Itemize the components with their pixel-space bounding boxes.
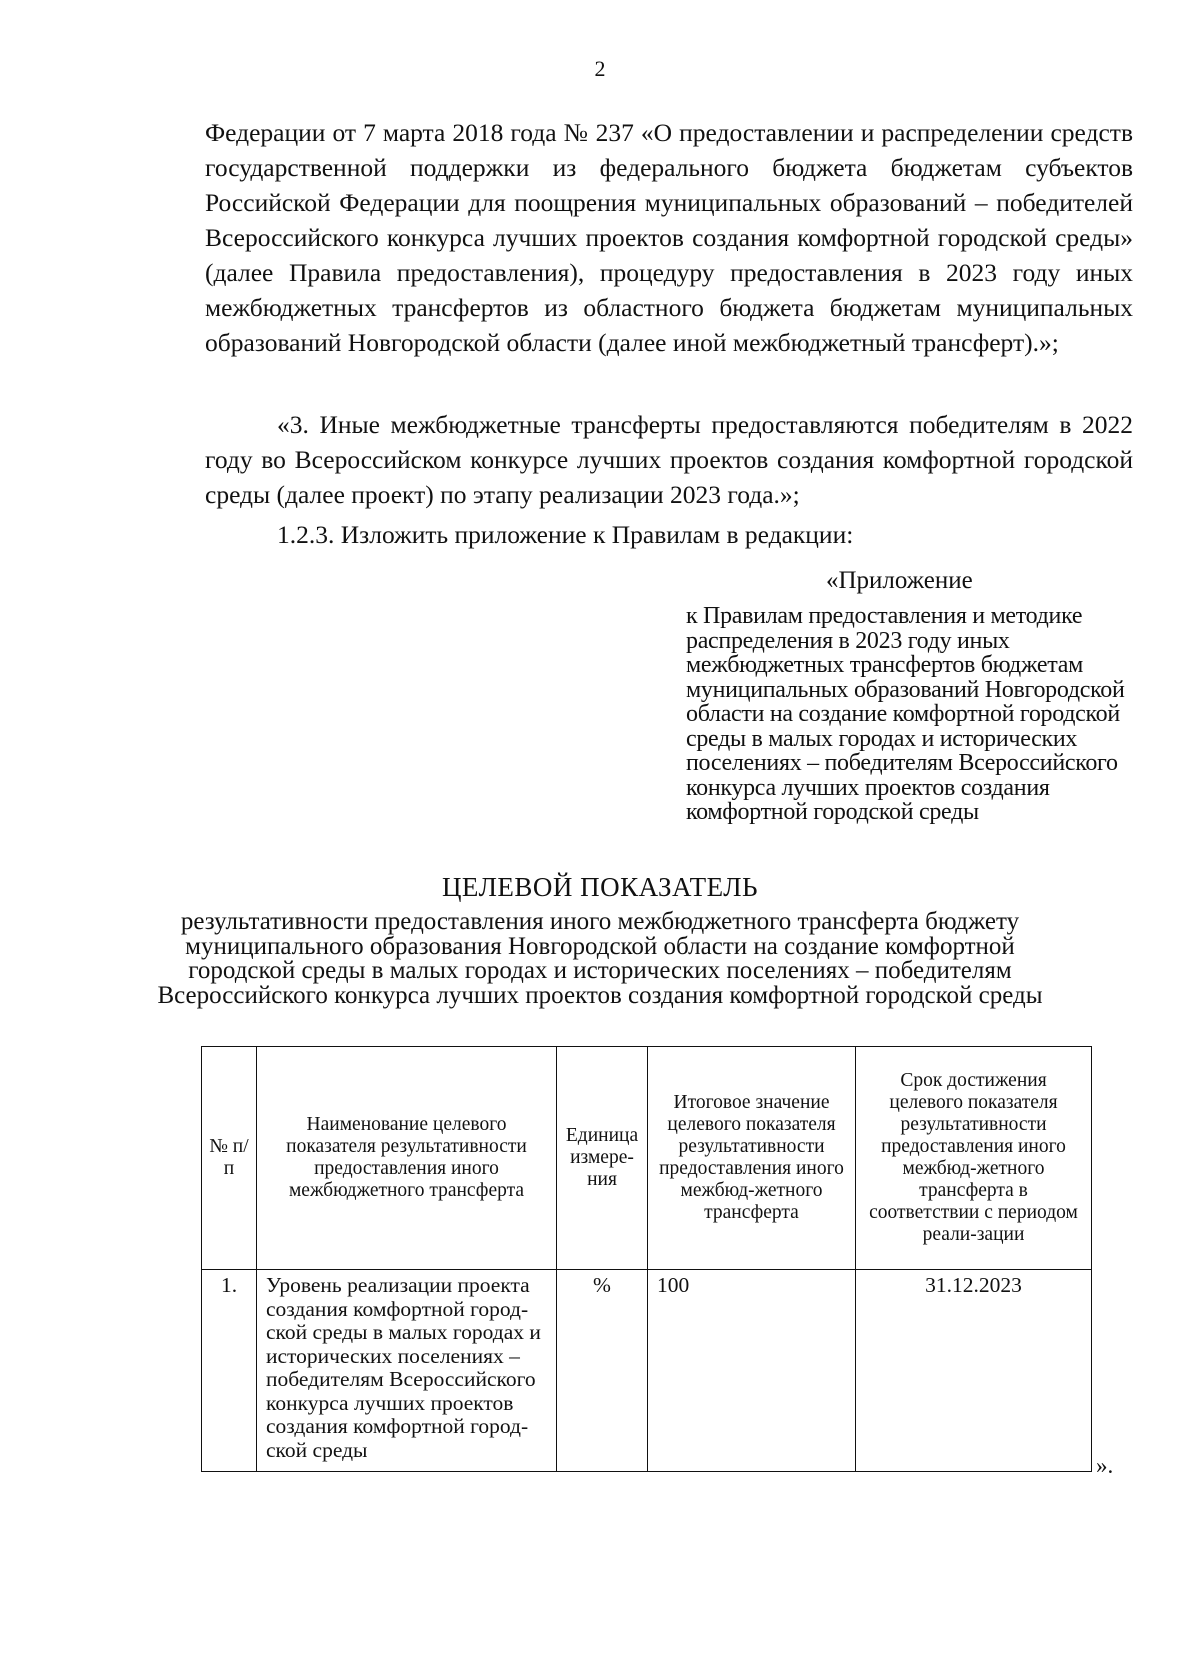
paragraph-text: 1.2.3. Изложить приложение к Правилам в редакции:	[277, 520, 854, 549]
appendix-subtitle: к Правилам предоставления и методике распределения в 2023 году иных межбюджетных трансфертов бюджетам муниципальных образований Новгородской области на создание комфортной городской среды в малых городах и исторических поселениях – победителям Всероссийского конкурса лучших проектов создания комфортной городской среды	[686, 603, 1125, 825]
appendix-title: «Приложение	[826, 567, 973, 594]
body-paragraph-3	[205, 517, 1133, 552]
cell-number: 1.	[202, 1270, 257, 1472]
cell-deadline: 31.12.2023	[856, 1270, 1092, 1472]
cell-unit: %	[557, 1270, 648, 1472]
document-heading: ЦЕЛЕВОЙ ПОКАЗАТЕЛЬ	[441, 872, 759, 902]
body-paragraph-2	[205, 407, 1133, 512]
paragraph-text: Федерации от 7 марта 2018 года № 237 «О предоставлении и распределении средств государственной поддержки из федерального бюджета бюджетам субъектов Российской Федерации для поощрения муниципальных образований – победителей Всероссийского конкурса лучших проектов создания комфортной городской среды» (далее Правила предоставления), процедуру предоставления в 2023 году иных межбюджетных трансфертов из областного бюджета бюджетам муниципальных образований Новгородской области (далее иной межбюджетный трансферт).»;	[205, 118, 1133, 357]
table-row	[202, 1270, 1092, 1472]
header-deadline: Срок достижения целевого показателя результативности предоставления иного межбюд-жетного трансферта в соответствии с периодом реали-зации	[856, 1047, 1092, 1270]
document-subheading: результативности предоставления иного межбюджетного трансферта бюджету муниципального образования Новгородской области на создание комфортной городской среды в малых городах и исторических поселениях – победителям Всероссийского конкурса лучших проектов создания комфортной городской среды	[157, 908, 1043, 1009]
body-paragraph-1	[205, 115, 1133, 360]
cell-indicator-name: Уровень реализации проекта создания комфортной город-ской среды в малых городах и исторических поселениях – победителям Всероссийского конкурса лучших проектов создания комфортной город-ской среды	[257, 1270, 557, 1472]
page-number: 2	[594, 56, 606, 81]
header-final-value: Итоговое значение целевого показателя результативности предоставления иного межбюд-жетного трансферта	[648, 1047, 856, 1270]
closing-quote: ».	[1096, 1453, 1114, 1478]
header-number: № п/п	[202, 1047, 257, 1270]
header-unit: Единица измере-ния	[557, 1047, 648, 1270]
table-header-row	[202, 1047, 1092, 1270]
paragraph-text: «3. Иные межбюджетные трансферты предоставляются победителям в 2022 году во Всероссийском конкурсе лучших проектов создания комфортной городской среды (далее проект) по этапу реализации 2023 года.»;	[205, 410, 1133, 509]
indicator-table	[201, 1046, 1092, 1472]
cell-final-value: 100	[648, 1270, 856, 1472]
header-indicator-name: Наименование целевого показателя результативности предоставления иного межбюджетного трансферта	[257, 1047, 557, 1270]
